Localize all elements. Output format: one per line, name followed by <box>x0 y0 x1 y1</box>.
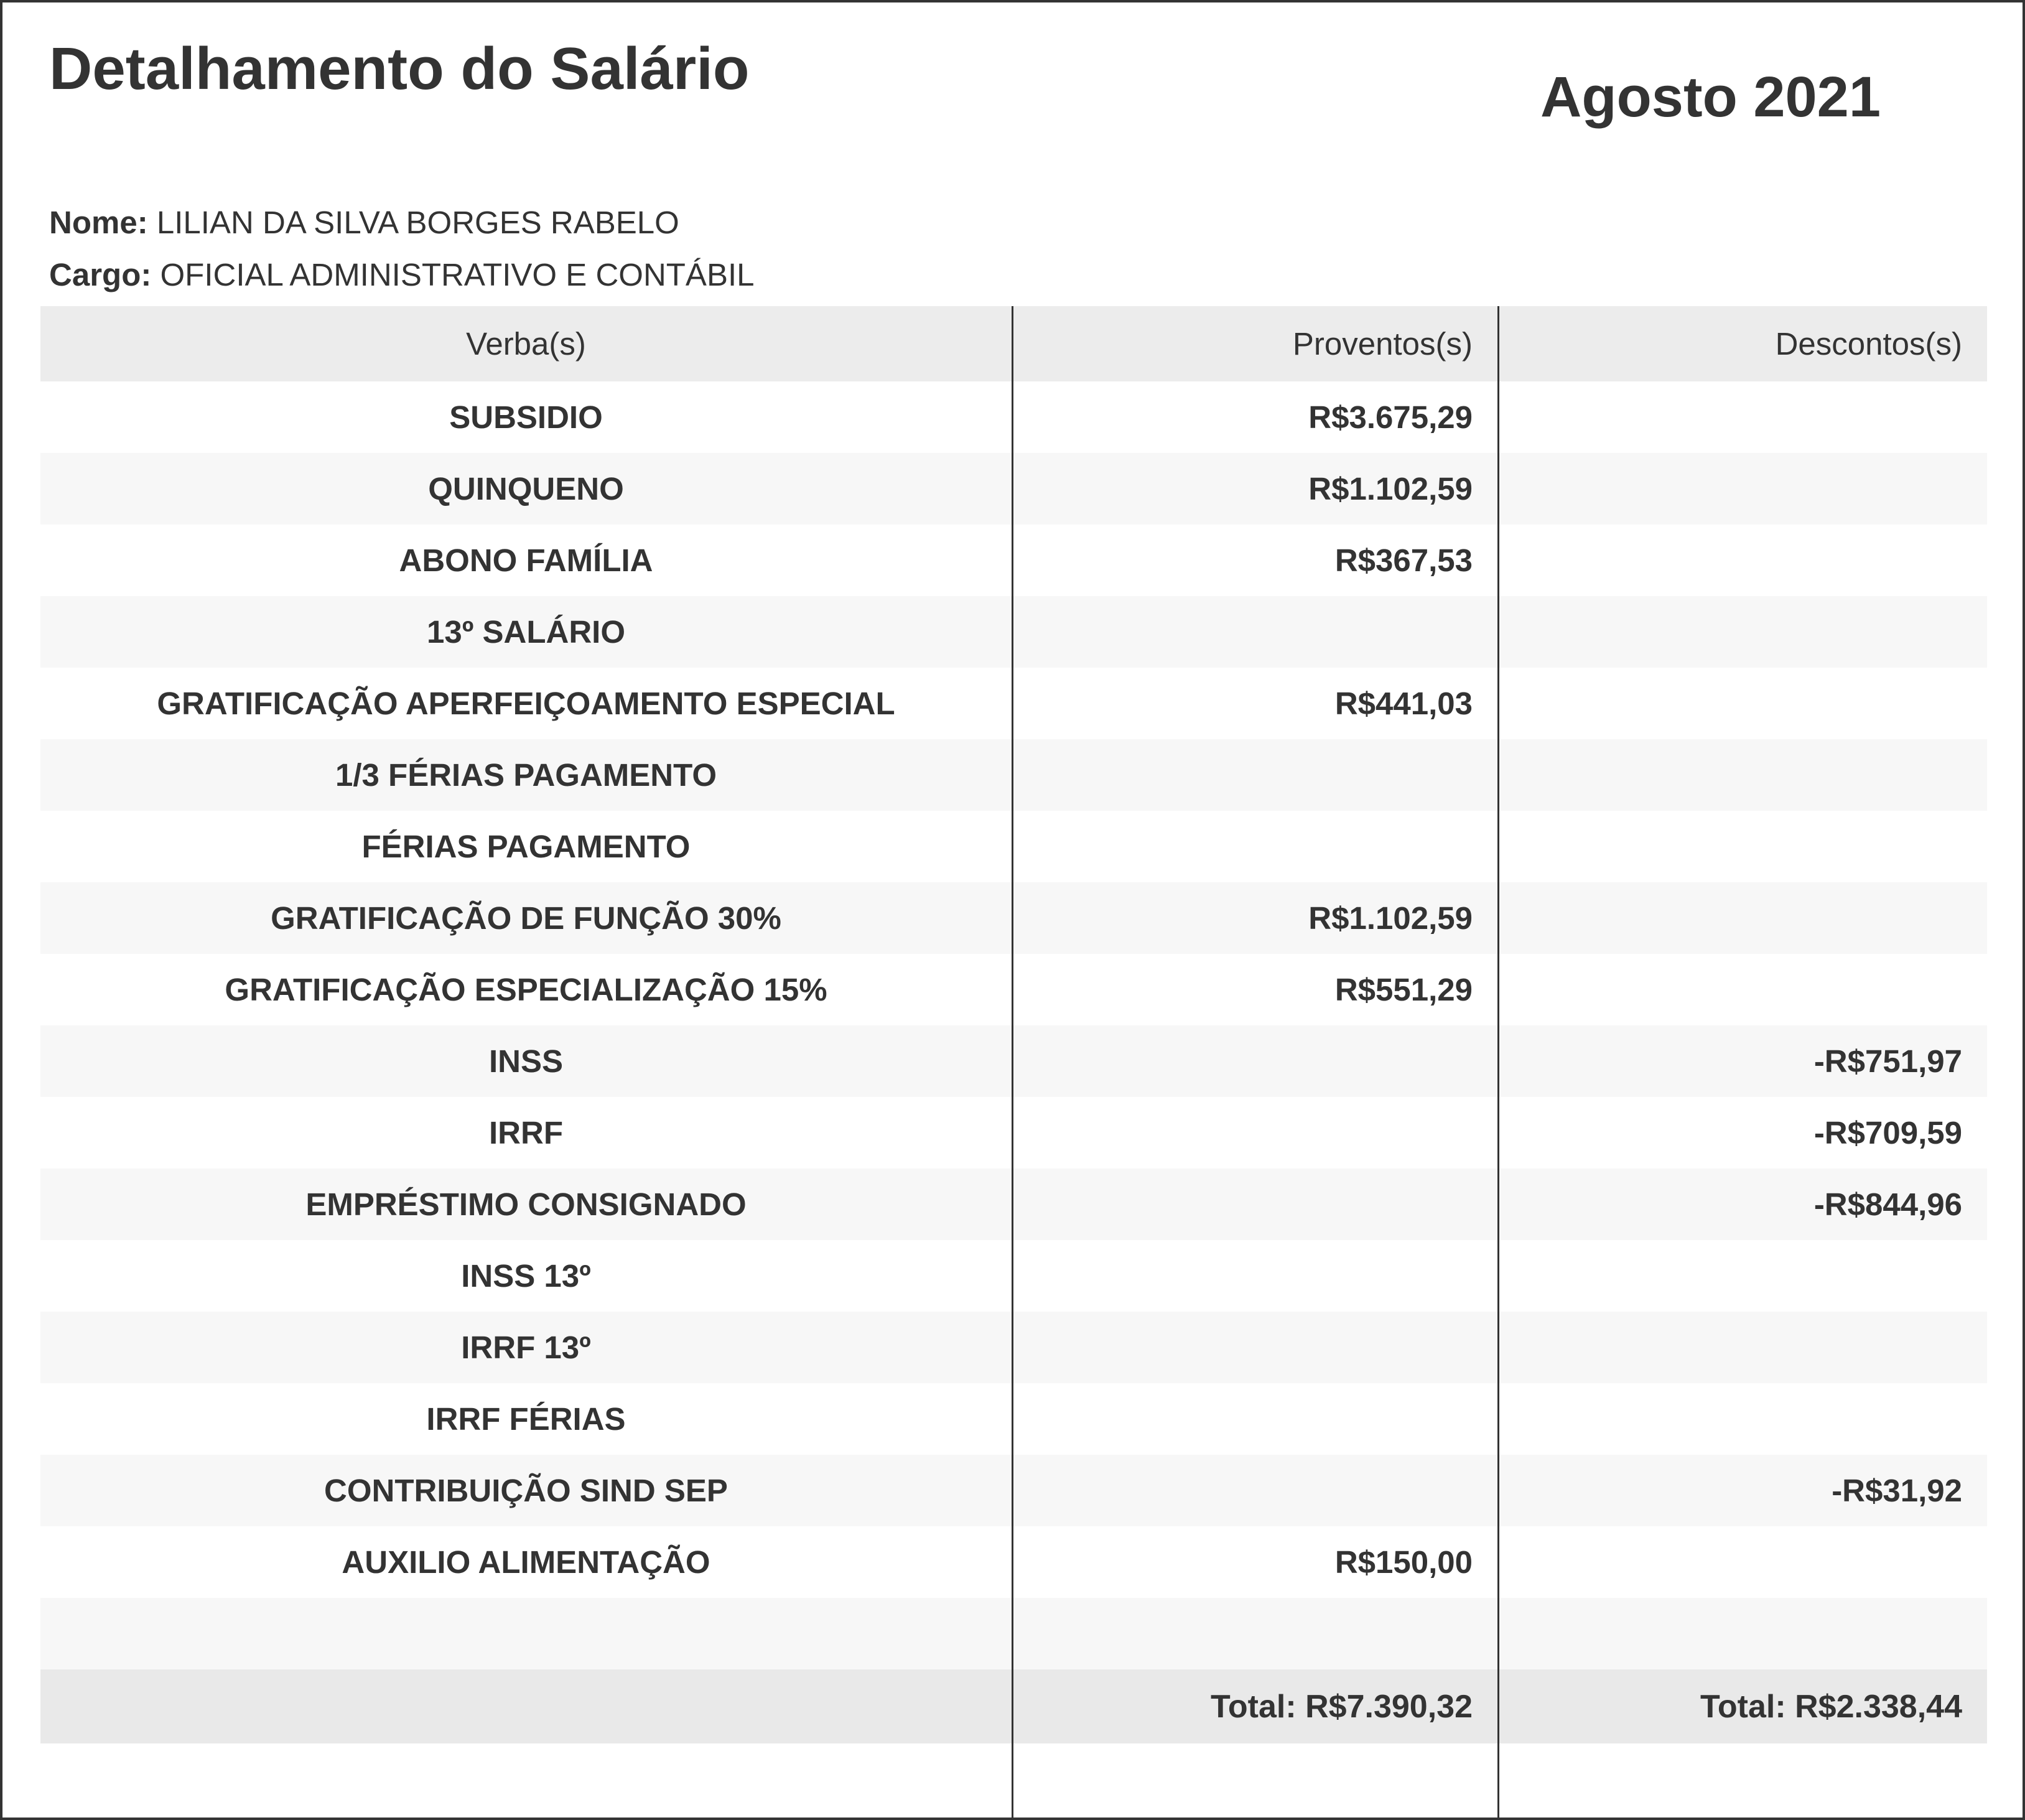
page-title: Detalhamento do Salário <box>49 35 750 102</box>
employee-info <box>49 197 755 301</box>
verba-cell: INSS <box>488 1043 564 1079</box>
name-label: Nome: <box>49 205 148 240</box>
total-proventos: Total: R$7.390,32 <box>1210 1688 1473 1725</box>
employee-role-line <box>49 249 755 301</box>
verba-cell: IRRF 13º <box>461 1330 591 1365</box>
verba-cell: GRATIFICAÇÃO DE FUNÇÃO 30% <box>271 900 781 936</box>
verba-cell: INSS 13º <box>461 1258 591 1294</box>
provento-cell: R$150,00 <box>1334 1544 1473 1580</box>
salary-table <box>40 306 1987 1743</box>
verba-cell: CONTRIBUIÇÃO SIND SEP <box>324 1473 728 1508</box>
table-row <box>40 668 1987 739</box>
provento-cell: R$1.102,59 <box>1308 471 1473 506</box>
column-divider-2 <box>1497 306 1499 1818</box>
table-row <box>40 1383 1987 1455</box>
totals-row <box>40 1669 1987 1743</box>
table-row <box>40 739 1987 811</box>
verba-cell: SUBSIDIO <box>449 399 603 435</box>
verba-cell: GRATIFICAÇÃO APERFEIÇOAMENTO ESPECIAL <box>157 686 895 721</box>
table-row <box>40 1097 1987 1169</box>
table-row <box>40 811 1987 882</box>
period-label: Agosto 2021 <box>1540 65 1881 129</box>
desconto-cell: -R$709,59 <box>1813 1115 1962 1150</box>
provento-cell: R$367,53 <box>1334 543 1473 578</box>
provento-cell: R$1.102,59 <box>1308 900 1473 936</box>
role-label: Cargo: <box>49 257 152 292</box>
table-row <box>40 882 1987 954</box>
verba-cell: AUXILIO ALIMENTAÇÃO <box>342 1544 710 1580</box>
provento-cell: R$551,29 <box>1334 972 1473 1007</box>
table-row <box>40 1526 1987 1598</box>
employee-role: OFICIAL ADMINISTRATIVO E CONTÁBIL <box>160 257 755 292</box>
table-row <box>40 1455 1987 1526</box>
verba-cell: ABONO FAMÍLIA <box>399 543 653 578</box>
desconto-cell: -R$844,96 <box>1813 1187 1962 1222</box>
table-row <box>40 1169 1987 1240</box>
desconto-cell: -R$31,92 <box>1832 1473 1962 1508</box>
header-proventos: Proventos(s) <box>1292 326 1473 362</box>
verba-cell: 13º SALÁRIO <box>426 614 626 650</box>
total-descontos: Total: R$2.338,44 <box>1700 1688 1962 1725</box>
table-row <box>40 453 1987 525</box>
table-row <box>40 381 1987 453</box>
table-header-row <box>40 306 1987 381</box>
employee-name-line <box>49 197 755 249</box>
table-row <box>40 1025 1987 1097</box>
verba-cell: FÉRIAS PAGAMENTO <box>361 829 691 864</box>
table-row <box>40 954 1987 1025</box>
header-descontos: Descontos(s) <box>1775 326 1962 362</box>
verba-cell: EMPRÉSTIMO CONSIGNADO <box>305 1187 747 1222</box>
verba-cell: IRRF <box>489 1115 563 1150</box>
table-row <box>40 1240 1987 1312</box>
verba-cell: IRRF FÉRIAS <box>426 1401 626 1437</box>
table-row <box>40 596 1987 668</box>
table-row <box>40 1312 1987 1383</box>
provento-cell: R$3.675,29 <box>1308 399 1473 435</box>
verba-cell: 1/3 FÉRIAS PAGAMENTO <box>335 757 717 793</box>
provento-cell: R$441,03 <box>1334 686 1473 721</box>
employee-name: LILIAN DA SILVA BORGES RABELO <box>156 205 679 240</box>
header-verba: Verba(s) <box>466 326 586 362</box>
table-row-empty <box>40 1598 1987 1669</box>
desconto-cell: -R$751,97 <box>1813 1043 1962 1079</box>
verba-cell: QUINQUENO <box>428 471 624 506</box>
column-divider-1 <box>1012 306 1013 1818</box>
table-row <box>40 525 1987 596</box>
verba-cell: GRATIFICAÇÃO ESPECIALIZAÇÃO 15% <box>225 972 827 1007</box>
